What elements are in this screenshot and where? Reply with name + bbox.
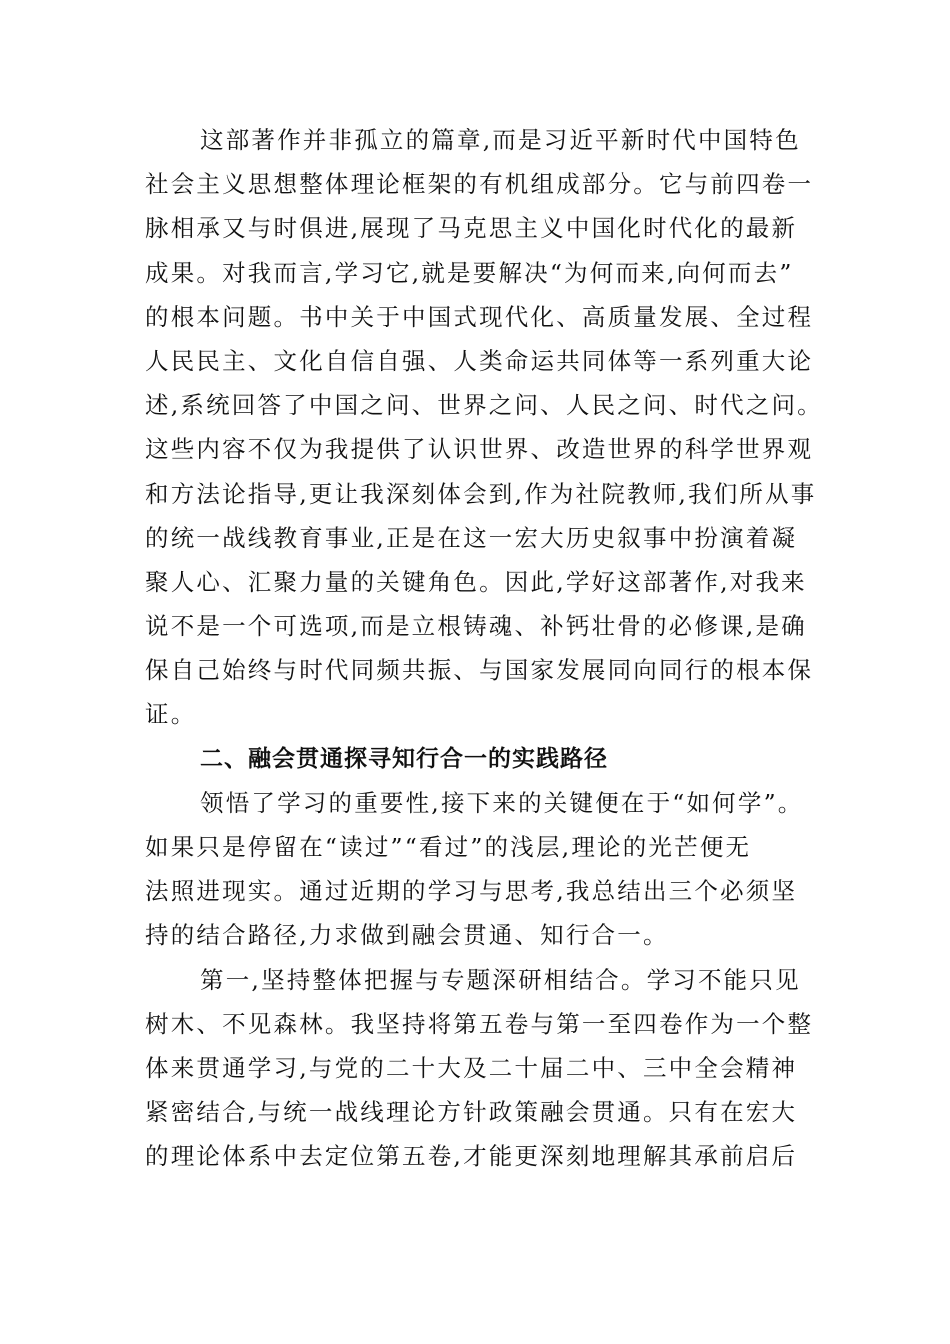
text-line: 保自己始终与时代同频共振、与国家发展同向同行的根本保 — [145, 656, 814, 685]
text-line: 如果只是停留在“读过”“看过”的浅层,理论的光芒便无 — [145, 833, 752, 861]
text-line: 的理论体系中去定位第五卷,才能更深刻地理解其承前启后 — [145, 1142, 798, 1171]
text-line: 和方法论指导,更让我深刻体会到,作为社院教师,我们所从事 — [145, 479, 817, 508]
text-line: 证。 — [145, 700, 197, 729]
paragraph-how-to-learn — [145, 781, 809, 958]
text-line: 这些内容不仅为我提供了认识世界、改造世界的科学世界观 — [145, 435, 814, 464]
text-line: 说不是一个可选项,而是立根铸魂、补钙壮骨的必修课,是确 — [145, 612, 807, 641]
text-line: 脉相承又与时俱进,展现了马克思主义中国化时代化的最新 — [145, 214, 798, 243]
text-line: 的统一战线教育事业,正是在这一宏大历史叙事中扮演着凝 — [145, 523, 798, 552]
text-line: 法照进现实。通过近期的学习与思考,我总结出三个必须坚 — [145, 877, 798, 906]
text-line: 这部著作并非孤立的篇章,而是习近平新时代中国特色 — [200, 126, 801, 154]
text-line: 紧密结合,与统一战线理论方针政策融会贯通。只有在宏大 — [145, 1098, 798, 1127]
text-line: 体来贯通学习,与党的二十大及二十届二中、三中全会精神 — [145, 1053, 798, 1082]
text-line: 的根本问题。书中关于中国式现代化、高质量发展、全过程 — [145, 302, 814, 331]
text-line: 聚人心、汇聚力量的关键角色。因此,学好这部著作,对我来 — [145, 567, 807, 596]
text-line: 社会主义思想整体理论框架的有机组成部分。它与前四卷一 — [145, 170, 814, 199]
text-line: 持的结合路径,力求做到融会贯通、知行合一。 — [145, 921, 669, 950]
section-heading: 二、融会贯通探寻知行合一的实践路径 — [200, 745, 608, 772]
text-line: 人民民主、文化自信自强、人类命运共同体等一系列重大论 — [145, 346, 814, 375]
text-line: 树木、不见森林。我坚持将第五卷与第一至四卷作为一个整 — [145, 1009, 814, 1038]
text-line: 第一,坚持整体把握与专题深研相结合。学习不能只见 — [200, 965, 801, 994]
paragraph-first-path — [145, 958, 814, 1179]
document-body — [145, 118, 823, 1179]
text-line: 成果。对我而言,学习它,就是要解决“为何而来,向何而去” — [145, 258, 794, 287]
paragraph-framework — [145, 118, 823, 737]
text-line: 述,系统回答了中国之问、世界之问、人民之问、时代之问。 — [145, 391, 823, 420]
text-line: 领悟了学习的重要性,接下来的关键便在于“如何学”。 — [200, 788, 804, 817]
